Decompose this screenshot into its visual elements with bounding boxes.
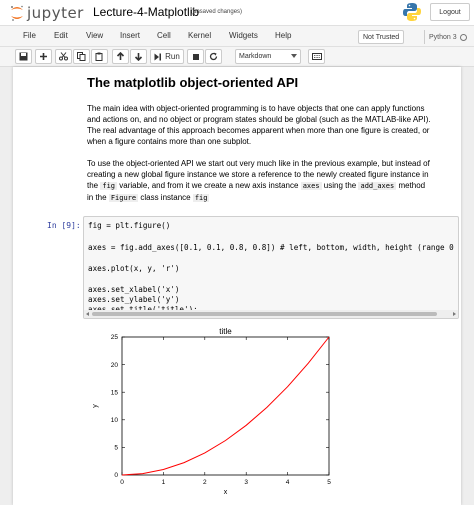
copy-icon	[77, 52, 86, 61]
inline-code: axes	[302, 182, 320, 190]
cut-button[interactable]	[55, 49, 72, 64]
code-line: axes = fig.add_axes([0.1, 0.1, 0.8, 0.8]) # left, bottom, width, height (range 0	[88, 243, 454, 252]
toolbar	[0, 47, 474, 67]
paragraph-line: when a figure contains more than one subplot.	[87, 137, 252, 146]
horizontal-scrollbar[interactable]	[84, 310, 458, 318]
x-tick-label: 1	[161, 479, 166, 486]
paste-icon	[95, 52, 104, 61]
x-tick-label: 0	[120, 479, 124, 486]
save-status: (unsaved changes)	[191, 9, 243, 15]
x-axis-label: x	[223, 489, 228, 496]
input-prompt: In [9]:	[47, 221, 81, 230]
run-button[interactable]	[150, 49, 184, 64]
menu-help[interactable]: Help	[275, 31, 292, 40]
kernel-name: Python 3	[429, 33, 457, 41]
paragraph-line: To use the object-oriented API we start out very much like in the previous example, but instead of	[87, 159, 430, 168]
y-tick-label: 5	[114, 444, 118, 452]
y-tick-label: 15	[110, 389, 118, 397]
step-forward-icon	[154, 53, 162, 61]
scroll-right-icon[interactable]	[453, 312, 456, 316]
chevron-down-icon	[291, 54, 297, 58]
menu-widgets[interactable]: Widgets	[229, 31, 258, 40]
x-tick-label: 5	[327, 479, 331, 486]
menu-kernel[interactable]: Kernel	[188, 31, 212, 40]
menu-edit[interactable]: Edit	[54, 31, 68, 40]
keyboard-icon	[312, 53, 322, 60]
section-heading: The matplotlib object-oriented API	[87, 75, 299, 90]
y-tick-label: 25	[110, 334, 118, 342]
inline-code: fig	[194, 194, 208, 202]
scrollbar-thumb[interactable]	[92, 312, 437, 316]
stop-icon	[192, 53, 200, 61]
scroll-left-icon[interactable]	[86, 312, 89, 316]
x-tick-label: 4	[285, 479, 290, 486]
y-tick-label: 20	[110, 361, 118, 369]
run-label: Run	[165, 52, 180, 61]
chart-title: title	[219, 327, 232, 336]
paragraph-line: in the Figure class instance fig	[87, 193, 208, 202]
save-button[interactable]	[15, 49, 32, 64]
paragraph-line: the fig variable, and from it we create a new axis instance axes using the add_axes method	[87, 181, 426, 190]
code-line: axes.set_xlabel('x')	[88, 285, 180, 294]
x-tick-label: 2	[202, 479, 207, 486]
logout-button[interactable]: Logout	[430, 3, 470, 21]
markdown-paragraph-2	[87, 158, 459, 204]
arrow-up-icon	[116, 52, 125, 61]
y-tick-label: 0	[114, 472, 118, 480]
menu-file[interactable]: File	[23, 31, 36, 40]
y-axis-label: y	[92, 404, 99, 408]
plot-area	[122, 337, 329, 475]
plus-icon	[39, 52, 48, 61]
menu-view[interactable]: View	[86, 31, 104, 40]
move-down-button[interactable]	[130, 49, 147, 64]
code-cell[interactable]	[83, 216, 459, 319]
cell-type-value: Markdown	[239, 53, 272, 60]
paragraph-line: The real advantage of this approach becomes apparent when more than one figure is created, or	[87, 126, 430, 135]
menu-insert[interactable]: Insert	[120, 31, 141, 40]
python-logo-icon	[402, 2, 422, 22]
y-tick-label: 10	[110, 417, 118, 424]
menu-bar	[0, 25, 474, 47]
inline-code: fig	[102, 182, 116, 190]
save-icon	[19, 52, 28, 61]
cell-type-select[interactable]	[235, 49, 301, 64]
x-tick-label: 3	[244, 479, 249, 486]
notebook-page	[13, 67, 461, 505]
refresh-icon	[209, 52, 218, 61]
command-palette-button[interactable]	[308, 49, 325, 64]
arrow-down-icon	[134, 52, 143, 61]
inline-code: add_axes	[360, 182, 395, 190]
jupyter-logo-icon	[10, 5, 24, 21]
interrupt-button[interactable]	[187, 49, 204, 64]
code-line: axes.set_ylabel('y')	[88, 295, 180, 304]
header	[0, 0, 474, 25]
markdown-paragraph-1	[87, 103, 459, 147]
menu-cell[interactable]: Cell	[157, 31, 171, 40]
code-line: axes.plot(x, y, 'r')	[88, 264, 180, 273]
paragraph-line: The main idea with object-oriented programming is to have objects that one can apply functions	[87, 104, 425, 113]
paste-button[interactable]	[91, 49, 108, 64]
jupyter-logo[interactable]	[10, 4, 84, 22]
logo-text: jupyter	[27, 4, 84, 22]
kernel-idle-icon	[460, 34, 467, 41]
line-chart	[81, 325, 341, 505]
output-figure	[81, 325, 341, 505]
copy-button[interactable]	[73, 49, 90, 64]
insert-cell-button[interactable]	[35, 49, 52, 64]
move-up-button[interactable]	[112, 49, 129, 64]
notebook-title[interactable]: Lecture-4-Matplotlib	[93, 5, 200, 19]
code-line: fig = plt.figure()	[88, 221, 171, 230]
paragraph-line: and actions on, and no object or program states should be global (such as the MATLAB-like API).	[87, 115, 431, 124]
paragraph-line: creating a new global figure instance we store a reference to the newly created figure instance in	[87, 170, 429, 179]
kernel-indicator	[424, 30, 471, 44]
scissors-icon	[59, 52, 68, 61]
restart-button[interactable]	[205, 49, 222, 64]
trust-indicator[interactable]: Not Trusted	[358, 30, 404, 44]
inline-code: Figure	[110, 194, 137, 202]
